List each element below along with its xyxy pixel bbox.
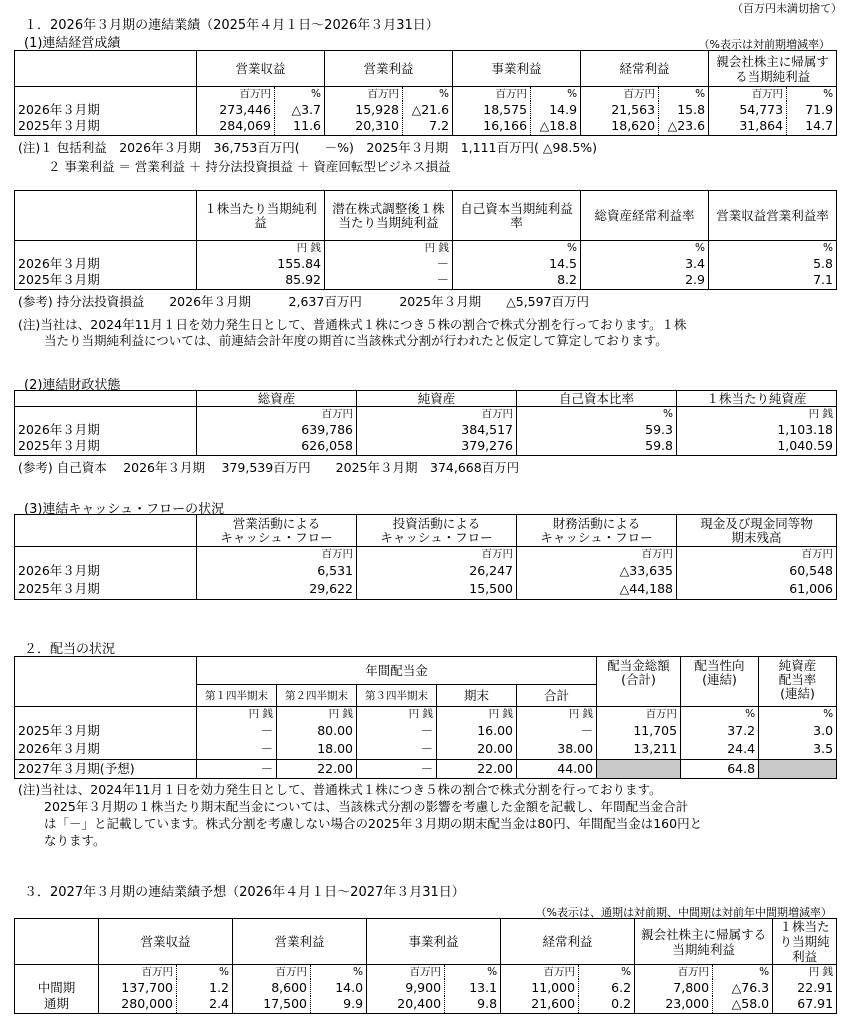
table-cell: 64.8 [681, 759, 759, 778]
table-cell: 626,058 [197, 438, 357, 455]
table-cell: 379,276 [357, 438, 517, 455]
header-blank [15, 515, 197, 547]
row-label: 2026年３月期 [15, 255, 197, 272]
row-label: 2025年３月期 [15, 721, 197, 740]
header-blank [15, 391, 197, 407]
table-cell: 22.91 [773, 979, 837, 996]
table-cell: 44.00 [517, 759, 597, 778]
unit-cell: 百万円 [197, 87, 275, 102]
table-cell: △44,188 [517, 580, 677, 599]
table-cell: 20.00 [437, 740, 517, 759]
table-cell: 67.91 [773, 996, 837, 1013]
financial-position-table [14, 390, 837, 456]
header-operating-cf: 営業活動による キャッシュ・フロー [197, 515, 357, 547]
row-label: 2026年３月期 [15, 740, 197, 759]
table-cell: 16,166 [453, 118, 531, 135]
table-cell: － [325, 272, 453, 289]
table-cell: 5.8 [709, 255, 837, 272]
section1-title: １．2026年３月期の連結業績（2025年４月１日～2026年３月31日） [24, 18, 439, 33]
unit-cell: 円 銭 [437, 707, 517, 722]
header-q3: 第３四半期末 [357, 685, 437, 707]
unit-cell: % [517, 407, 677, 422]
header-annual-dividend: 年間配当金 [197, 657, 597, 685]
header-blank [15, 919, 99, 965]
table-cell: 11.6 [275, 118, 325, 135]
unit-cell: 百万円 [597, 707, 681, 722]
sub2-title: (2)連結財政状態 [24, 378, 121, 393]
table-cell: 7.2 [403, 118, 453, 135]
row-label: 中間期 [15, 979, 99, 996]
table-cell: － [357, 721, 437, 740]
unit-cell: 円 銭 [517, 707, 597, 722]
table-cell: △18.8 [531, 118, 581, 135]
sub2-ref: (参考) 自己資本 2026年３月期 379,539百万円 2025年３月期 374,668百万円 [18, 460, 520, 475]
table-cell: 15.8 [659, 101, 709, 118]
unit-cell: 円 銭 [357, 707, 437, 722]
row-label: 2026年３月期 [15, 421, 197, 438]
unit-cell: 円 銭 [197, 707, 277, 722]
unit-cell: 百万円 [517, 547, 677, 562]
forecast-table [14, 918, 837, 1014]
table-cell: 11,000 [501, 979, 579, 996]
row-label: 2025年３月期 [15, 580, 197, 599]
header-payout-ratio: 配当性向 (連結) [681, 657, 759, 707]
header-total: 合計 [517, 685, 597, 707]
header-net-assets: 純資産 [357, 391, 517, 407]
header-diluted-eps: 潜在株式調整後１株当たり当期純利益 [325, 191, 453, 241]
unit-cell: % [709, 241, 837, 256]
unit-cell: % [681, 707, 759, 722]
section2-note-c: は「－」と記載しています。株式分割を考慮しない場合の2025年３月期の期末配当金は80円、年間配当金は160円と [44, 816, 703, 831]
row-label: 2026年３月期 [15, 561, 197, 580]
table-cell: 13.1 [445, 979, 501, 996]
header-bps: １株当たり純資産 [677, 391, 837, 407]
table-cell: 59.8 [517, 438, 677, 455]
table-cell: 38.00 [517, 740, 597, 759]
header-operating-profit: 営業利益 [233, 919, 367, 965]
table-cell: 14.9 [531, 101, 581, 118]
cash-flow-table [14, 514, 837, 600]
unit-cell: 百万円 [357, 407, 517, 422]
unit-cell: 円 銭 [277, 707, 357, 722]
table-cell: 37.2 [681, 721, 759, 740]
header-blank [15, 191, 197, 241]
table-cell: － [197, 759, 277, 778]
header-q1: 第１四半期末 [197, 685, 277, 707]
header-business-profit: 事業利益 [367, 919, 501, 965]
table-cell: 11,705 [597, 721, 681, 740]
table-cell: 7.1 [709, 272, 837, 289]
table-cell: 13,211 [597, 740, 681, 759]
table-cell: △76.3 [713, 979, 773, 996]
table-cell: 20,310 [325, 118, 403, 135]
table-cell: 6.2 [579, 979, 635, 996]
unit-cell: 百万円 [357, 547, 517, 562]
unit-cell: % [713, 965, 773, 980]
table-cell: △33,635 [517, 561, 677, 580]
header-roa: 総資産経常利益率 [581, 191, 709, 241]
table-cell: 9,900 [367, 979, 445, 996]
table-cell: 21,563 [581, 101, 659, 118]
table-cell: 2.4 [177, 996, 233, 1013]
table-cell: 22.00 [277, 759, 357, 778]
table-cell: 31,864 [709, 118, 787, 135]
results-table [14, 50, 837, 136]
unit-cell: 百万円 [367, 965, 445, 980]
sub1-note1: (注)１ 包括利益 2026年３月期 36,753百万円( －%) 2025年３月期 1,111百万円( △98.5%) [18, 140, 598, 155]
unit-cell: 百万円 [453, 87, 531, 102]
header-net-income: 親会社株主に帰属する当期純利益 [635, 919, 773, 965]
unit-cell: 百万円 [677, 547, 837, 562]
table-cell: 284,069 [197, 118, 275, 135]
header-doe: 純資産 配当率 (連結) [759, 657, 837, 707]
unit-cell: 円 銭 [773, 965, 837, 980]
row-label: 2027年３月期(予想) [15, 759, 197, 778]
table-cell: 3.4 [581, 255, 709, 272]
unit-cell: 円 銭 [197, 241, 325, 256]
table-cell: 1,040.59 [677, 438, 837, 455]
unit-cell: % [579, 965, 635, 980]
sub1b-note-b: 当たり当期純利益については、前連結会計年度の期首に当該株式分割が行われたと仮定して算定しております。 [44, 333, 668, 348]
section2-note-b: 2025年３月期の１株当たり期末配当金については、当該株式分割の影響を考慮した金額を記載し、年間配当金合計 [44, 799, 689, 814]
table-cell: 17,500 [233, 996, 311, 1013]
table-cell: 273,446 [197, 101, 275, 118]
table-cell: 0.2 [579, 996, 635, 1013]
table-cell: 639,786 [197, 421, 357, 438]
unit-cell: % [659, 87, 709, 102]
unit-cell: 百万円 [197, 407, 357, 422]
row-label: 通期 [15, 996, 99, 1013]
table-cell: △21.6 [403, 101, 453, 118]
table-cell: 7,800 [635, 979, 713, 996]
table-cell: － [357, 740, 437, 759]
table-cell: 59.3 [517, 421, 677, 438]
table-cell: 80.00 [277, 721, 357, 740]
table-cell: － [357, 759, 437, 778]
table-cell: 14.7 [787, 118, 837, 135]
table-cell: 18,575 [453, 101, 531, 118]
unit-cell: 円 銭 [325, 241, 453, 256]
table-cell: 384,517 [357, 421, 517, 438]
section3-pct-note: （%表示は、通期は対前期、中間期は対前年中間期増減率） [535, 906, 832, 919]
table-cell-shaded [597, 759, 681, 778]
table-cell: 14.0 [311, 979, 367, 996]
table-cell: 1.2 [177, 979, 233, 996]
table-cell: 23,000 [635, 996, 713, 1013]
table-cell: 22.00 [437, 759, 517, 778]
unit-cell: % [275, 87, 325, 102]
unit-cell: % [787, 87, 837, 102]
header-op-margin: 営業収益営業利益率 [709, 191, 837, 241]
table-cell: 3.5 [759, 740, 837, 759]
unit-cell: 百万円 [325, 87, 403, 102]
sub3-title: (3)連結キャッシュ・フローの状況 [24, 502, 225, 517]
table-cell: 71.9 [787, 101, 837, 118]
table-cell: 280,000 [99, 996, 177, 1013]
unit-cell: % [759, 707, 837, 722]
sub1b-note-a: (注)当社は、2024年11月１日を効力発生日として、普通株式１株につき５株の割合で株式分割を行っております。１株 [18, 317, 687, 332]
section2-title: ２．配当の状況 [24, 642, 116, 657]
dividends-table [14, 656, 837, 779]
row-label: 2026年３月期 [15, 101, 197, 118]
header-operating-profit: 営業利益 [325, 51, 453, 87]
table-cell: 16.00 [437, 721, 517, 740]
unit-cell: 百万円 [581, 87, 659, 102]
table-cell: 14.5 [453, 255, 581, 272]
unit-note: （百万円未満切捨て） [732, 2, 842, 15]
header-blank [15, 657, 197, 685]
table-cell: △58.0 [713, 996, 773, 1013]
header-total-assets: 総資産 [197, 391, 357, 407]
header-equity-ratio: 自己資本比率 [517, 391, 677, 407]
unit-cell: 百万円 [197, 547, 357, 562]
table-cell: 29,622 [197, 580, 357, 599]
table-cell: 20,400 [367, 996, 445, 1013]
table-cell: 9.9 [311, 996, 367, 1013]
table-cell: 18,620 [581, 118, 659, 135]
table-cell: 8.2 [453, 272, 581, 289]
table-cell: 3.0 [759, 721, 837, 740]
row-label: 2025年３月期 [15, 118, 197, 135]
table-cell: 155.84 [197, 255, 325, 272]
unit-cell: % [531, 87, 581, 102]
header-ordinary-profit: 経常利益 [581, 51, 709, 87]
header-business-profit: 事業利益 [453, 51, 581, 87]
unit-cell: % [177, 965, 233, 980]
section2-note-a: (注)当社は、2024年11月１日を効力発生日として、普通株式１株につき５株の割合で株式分割を行っております。 [18, 782, 662, 797]
row-label: 2025年３月期 [15, 272, 197, 289]
sub1-pct-note: （%表示は対前期増減率） [698, 38, 830, 51]
unit-cell: % [581, 241, 709, 256]
table-cell: △3.7 [275, 101, 325, 118]
table-cell: 15,500 [357, 580, 517, 599]
section3-title: ３．2027年３月期の連結業績予想（2026年４月１日～2027年３月31日） [24, 885, 465, 900]
table-cell: 137,700 [99, 979, 177, 996]
header-investing-cf: 投資活動による キャッシュ・フロー [357, 515, 517, 547]
table-cell: △23.6 [659, 118, 709, 135]
unit-cell: 百万円 [233, 965, 311, 980]
header-ordinary-profit: 経常利益 [501, 919, 635, 965]
header-operating-revenue: 営業収益 [197, 51, 325, 87]
unit-cell: % [453, 241, 581, 256]
table-cell: 21,600 [501, 996, 579, 1013]
row-label: 2025年３月期 [15, 438, 197, 455]
table-cell: 24.4 [681, 740, 759, 759]
table-cell: 85.92 [197, 272, 325, 289]
table-cell: 18.00 [277, 740, 357, 759]
header-cash-balance: 現金及び現金同等物 期末残高 [677, 515, 837, 547]
unit-cell: 百万円 [635, 965, 713, 980]
table-cell: 9.8 [445, 996, 501, 1013]
header-operating-revenue: 営業収益 [99, 919, 233, 965]
unit-cell: % [311, 965, 367, 980]
table-cell: 61,006 [677, 580, 837, 599]
header-eps: １株当たり当期純利益 [773, 919, 837, 965]
header-financing-cf: 財務活動による キャッシュ・フロー [517, 515, 677, 547]
sub1-note2: ２ 事業利益 ＝ 営業利益 ＋ 持分法投資損益 ＋ 資産回転型ビジネス損益 [48, 159, 451, 174]
sub1b-ref: (参考) 持分法投資損益 2026年３月期 2,637百万円 2025年３月期 △5,597百万円 [18, 294, 590, 309]
header-roe: 自己資本当期純利益率 [453, 191, 581, 241]
table-cell: － [197, 740, 277, 759]
header-net-income: 親会社株主に帰属する当期純利益 [709, 51, 837, 87]
table-cell: － [517, 721, 597, 740]
header-year-end: 期末 [437, 685, 517, 707]
table-cell: 2.9 [581, 272, 709, 289]
sub1-title: (1)連結経営成績 [24, 36, 121, 51]
table-cell: 8,600 [233, 979, 311, 996]
table-cell: 1,103.18 [677, 421, 837, 438]
table-cell: 26,247 [357, 561, 517, 580]
unit-cell: 百万円 [99, 965, 177, 980]
table-cell: － [325, 255, 453, 272]
header-blank [15, 51, 197, 87]
table-cell: 6,531 [197, 561, 357, 580]
header-q2: 第２四半期末 [277, 685, 357, 707]
table-cell: 15,928 [325, 101, 403, 118]
unit-cell: % [403, 87, 453, 102]
unit-cell: 円 銭 [677, 407, 837, 422]
table-cell: 60,548 [677, 561, 837, 580]
header-eps: １株当たり当期純利益 [197, 191, 325, 241]
table-cell: 54,773 [709, 101, 787, 118]
header-total-dividend: 配当金総額 (合計) [597, 657, 681, 707]
per-share-table [14, 190, 837, 290]
table-cell: － [197, 721, 277, 740]
unit-cell: % [445, 965, 501, 980]
unit-cell: 百万円 [501, 965, 579, 980]
unit-cell: 百万円 [709, 87, 787, 102]
section2-note-d: なります。 [44, 833, 106, 848]
table-cell-shaded [759, 759, 837, 778]
